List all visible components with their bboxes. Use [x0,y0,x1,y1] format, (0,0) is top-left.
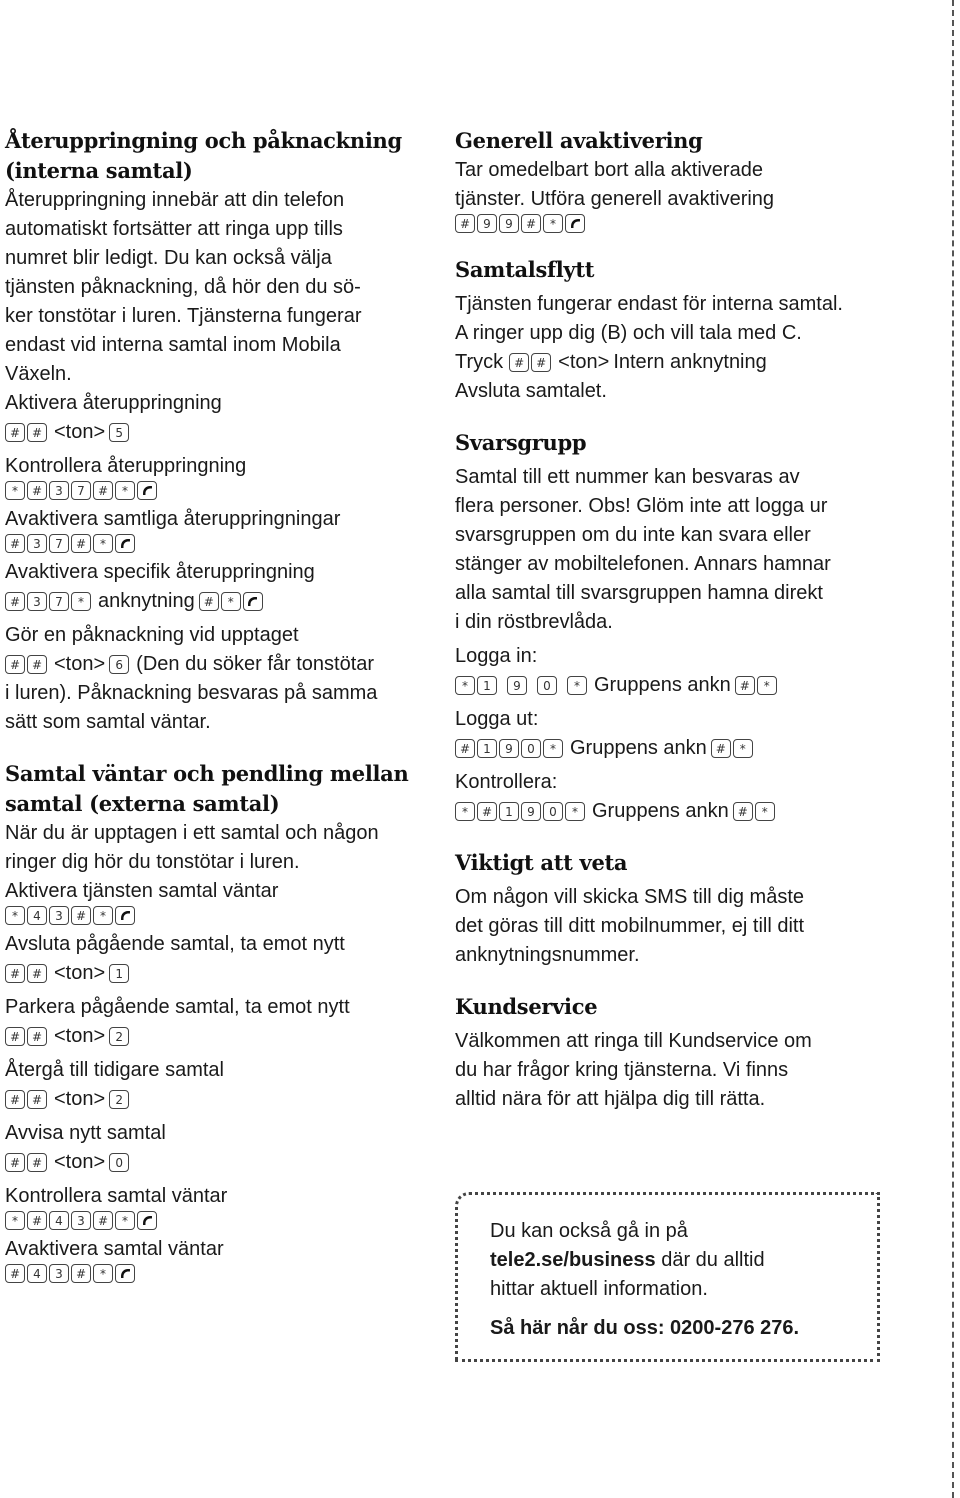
key-hash: # [27,1090,47,1109]
key-hash: # [5,1264,25,1283]
ton-label: <ton> [54,1088,106,1110]
code-activate-callback [5,418,435,447]
key-hash: # [27,423,47,442]
info-line [490,1246,877,1275]
ton-label: <ton> [54,653,106,675]
heading-important: Viktigt att veta [455,850,628,875]
code-return-previous [5,1085,435,1114]
call-transfer-text: Tjänsten fungerar endast för interna samtal. A ringer upp dig (B) och vill tala med C. [455,293,843,344]
key-digit: 3 [49,481,69,500]
group-ankn-label: Gruppens ankn [594,674,731,696]
ton-label: <ton> [54,1025,106,1047]
key-hash: # [455,214,475,233]
group-ankn-label: Gruppens ankn [592,800,729,822]
key-hash: # [5,592,25,611]
key-star: * [115,481,135,500]
code-logout [455,734,895,763]
key-digit: 4 [27,906,47,925]
key-digit: 7 [49,592,69,611]
key-star: * [71,592,91,611]
label-knock: Gör en påknackning vid upptaget [5,624,299,646]
code-activate-waiting [5,906,435,925]
key-star: * [115,1211,135,1230]
key-digit: 3 [71,1211,91,1230]
intro-text: Återuppringning innebär att din telefon automatiskt fortsätter att ringa upp tills numret blir ledigt. Du kan också välja tjänsten påknackning, då hör den du sö- ker tonstötar i luren. Tjänsterna fungerar endast vid interna samtal inom Mobila Växeln. [5,189,362,385]
code-general-deactivation [455,214,895,233]
label-check-group: Kontrollera: [455,771,558,793]
heading-answer-group: Svarsgrupp [455,430,587,455]
code-deactivate-all [5,534,435,553]
key-hash: # [27,964,47,983]
code-check-waiting [5,1211,435,1230]
label-deactivate-waiting: Avaktivera samtal väntar [5,1238,224,1260]
key-digit: 4 [27,1264,47,1283]
code-park-take-new [5,1022,435,1051]
key-hash: # [531,353,551,372]
label-deactivate-specific: Avaktivera specifik återuppringning [5,561,315,583]
key-digit: 1 [109,964,129,983]
ton-label: <ton> [54,962,106,984]
key-digit: 1 [477,739,497,758]
key-star: * [221,592,241,611]
ton-label: <ton> [558,351,610,373]
heading-general-deactivation: Generell avaktivering [455,128,703,153]
key-hash: # [5,534,25,553]
key-digit: 7 [71,481,91,500]
code-deactivate-specific [5,587,435,616]
key-hash: # [5,655,25,674]
key-star: * [755,802,775,821]
code-deactivate-waiting [5,1264,435,1283]
key-digit: 7 [49,534,69,553]
label-deactivate-all: Avaktivera samtliga återuppringningar [5,508,341,530]
label-return-previous: Återgå till tidigare samtal [5,1059,224,1081]
heading-callback [5,126,435,186]
heading-call-waiting [5,759,435,819]
key-star: * [543,739,563,758]
knock-note-cont: i luren). Påknackning besvaras på samma sätt som samtal väntar. [5,682,378,733]
right-column [455,126,895,1114]
key-star: * [567,676,587,695]
key-digit: 9 [477,214,497,233]
phone-handset-icon [137,481,157,500]
key-hash: # [71,534,91,553]
code-knock [5,650,435,679]
key-hash: # [27,1153,47,1172]
key-star: * [93,906,113,925]
intro2-text: När du är upptagen i ett samtal och någon ringer dig hör du tonstötar i luren. [5,822,379,873]
label-check-waiting: Kontrollera samtal väntar [5,1185,228,1207]
general-deactivation-text: Tar omedelbart bort alla aktiverade tjänster. Utföra generell avaktivering [455,159,775,210]
key-digit: 2 [109,1090,129,1109]
ton-label: <ton> [54,1151,106,1173]
heading-call-transfer: Samtalsflytt [455,257,595,282]
key-star: * [5,481,25,500]
heading-line: (interna samtal) [5,158,193,183]
key-star: * [757,676,777,695]
phone-handset-icon [137,1211,157,1230]
key-hash: # [711,739,731,758]
key-hash: # [733,802,753,821]
key-digit: 0 [543,802,563,821]
code-login [455,671,895,700]
key-digit: 9 [499,739,519,758]
info-box [455,1192,880,1362]
key-hash: # [27,655,47,674]
label-logout: Logga ut: [455,708,539,730]
heading-line: samtal (externa samtal) [5,791,280,816]
key-hash: # [5,1027,25,1046]
key-digit: 3 [27,592,47,611]
key-hash: # [735,676,755,695]
key-hash: # [5,423,25,442]
code-end-take-new [5,959,435,988]
key-digit: 6 [109,655,129,674]
ton-label: <ton> [54,421,106,443]
key-hash: # [27,1211,47,1230]
key-digit: 2 [109,1027,129,1046]
key-digit: 1 [499,802,519,821]
key-star: * [93,534,113,553]
key-digit: 1 [477,676,497,695]
label-end-take-new: Avsluta pågående samtal, ta emot nytt [5,933,345,955]
key-hash: # [199,592,219,611]
knock-note: (Den du söker får tonstötar [136,653,375,675]
key-star: * [455,676,475,695]
key-digit: 3 [49,906,69,925]
key-star: * [565,802,585,821]
key-star: * [455,802,475,821]
code-reject-new [5,1148,435,1177]
phone-handset-icon [115,1264,135,1283]
key-digit: 0 [521,739,541,758]
key-hash: # [477,802,497,821]
label-check-callback: Kontrollera återuppringning [5,455,247,477]
key-hash: # [455,739,475,758]
info-text: där du alltid [655,1249,765,1271]
code-check-group [455,797,895,826]
info-line: Du kan också gå in på [490,1220,688,1242]
phone-handset-icon [565,214,585,233]
key-hash: # [71,906,91,925]
label-login: Logga in: [455,645,538,667]
key-star: * [733,739,753,758]
key-digit: 9 [507,676,527,695]
phone-handset-icon [115,906,135,925]
key-digit: 4 [49,1211,69,1230]
customer-service-text: Välkommen att ringa till Kundservice om du har frågor kring tjänsterna. Vi finns alltid nära för att hjälpa dig till rätta. [455,1030,812,1110]
key-hash: # [71,1264,91,1283]
intern-label: Intern anknytning [613,351,767,373]
phone-handset-icon [243,592,263,611]
heading-line: Återuppringning och påknackning [5,128,402,153]
key-digit: 0 [537,676,557,695]
key-star: * [5,906,25,925]
key-digit: 3 [49,1264,69,1283]
code-call-transfer [455,348,895,377]
key-hash: # [93,1211,113,1230]
key-star: * [5,1211,25,1230]
phone-handset-icon [115,534,135,553]
key-digit: 9 [521,802,541,821]
cut-line [952,0,954,1498]
answer-group-text: Samtal till ett nummer kan besvaras av flera personer. Obs! Glöm inte att logga ur svarsgruppen om du inte kan svara eller stänger av mobiltelefonen. Annars hamnar alla samtal till svarsgruppen hamna direkt i din röstbrevlåda. [455,466,831,633]
label-reject-new: Avvisa nytt samtal [5,1122,166,1144]
key-hash: # [5,1153,25,1172]
key-digit: 0 [109,1153,129,1172]
important-text: Om någon vill skicka SMS till dig måste det göras till ditt mobilnummer, ej till ditt anknytningsnummer. [455,886,805,966]
left-column [5,126,435,1283]
key-hash: # [5,964,25,983]
key-hash: # [27,1027,47,1046]
label-activate-callback: Aktivera återuppringning [5,392,222,414]
key-star: * [543,214,563,233]
heading-line: Samtal väntar och pendling mellan [5,761,409,786]
group-ankn-label: Gruppens ankn [570,737,707,759]
key-digit: 3 [27,534,47,553]
key-star: * [93,1264,113,1283]
label-park-take-new: Parkera pågående samtal, ta emot nytt [5,996,350,1018]
code-check-callback [5,481,435,500]
info-line: hittar aktuell information. [490,1278,708,1300]
website-link[interactable]: tele2.se/business [490,1249,656,1271]
label-activate-waiting: Aktivera tjänsten samtal väntar [5,880,279,902]
anknytning-label: anknytning [98,590,195,612]
key-hash: # [5,1090,25,1109]
end-call-text: Avsluta samtalet. [455,380,607,402]
key-digit: 9 [499,214,519,233]
key-hash: # [93,481,113,500]
key-hash: # [521,214,541,233]
key-digit: 5 [109,423,129,442]
heading-customer-service: Kundservice [455,994,598,1019]
key-hash: # [509,353,529,372]
key-hash: # [27,481,47,500]
tryck-label: Tryck [455,351,504,373]
phone-number: Så här når du oss: 0200-276 276. [490,1317,800,1339]
